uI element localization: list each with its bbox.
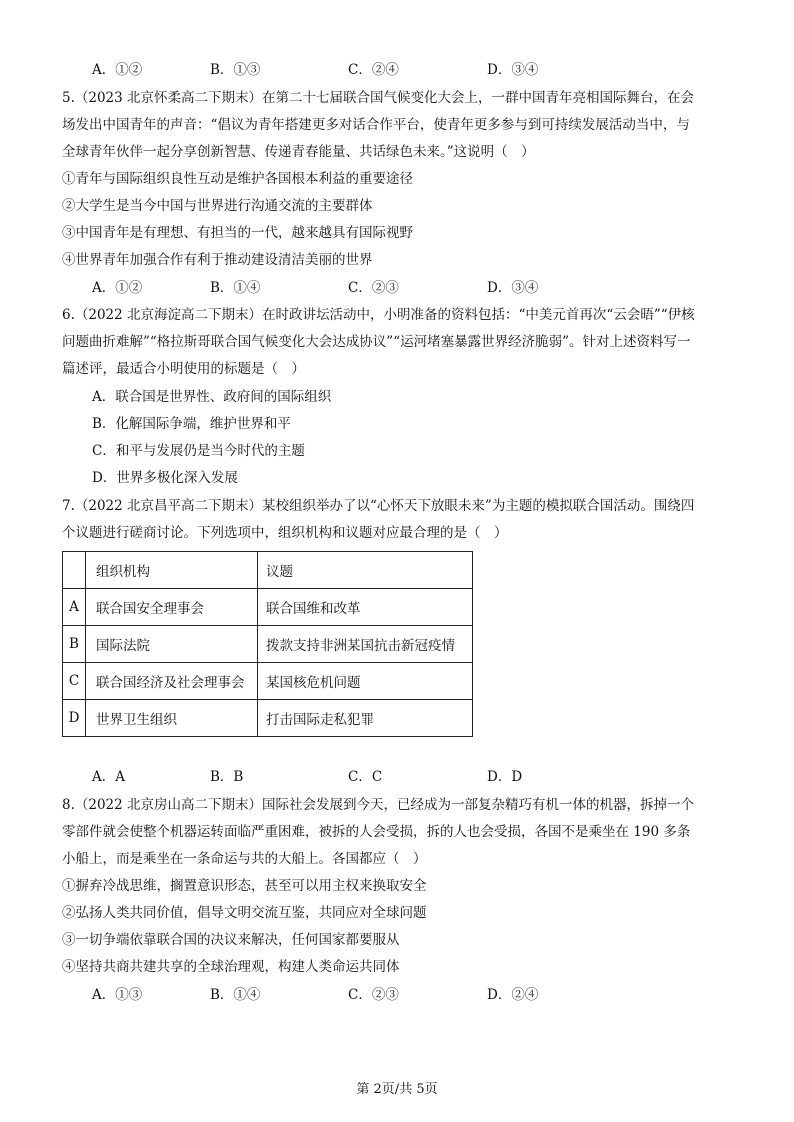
q6-stem-line-1: 6.（2022 北京海淀高二下期末）在时政讲坛活动中，小明准备的资料包括：“中美元首再次“云会晤”“伊核 xyxy=(62,307,695,323)
q7-option-c[interactable]: C．C xyxy=(348,769,383,785)
q7-cell-topic: 打击国际走私犯罪 xyxy=(258,700,473,737)
q7-stem-line-2: 个议题进行磋商讨论。下列选项中，组织机构和议题对应最合理的是（ ） xyxy=(62,525,508,541)
q5-stem-line-1: 5.（2023 北京怀柔高二下期末）在第二十七届联合国气候变化大会上，一群中国青年亮相国际舞台，在会 xyxy=(62,90,695,106)
q8-stem-line-1: 8.（2022 北京房山高二下期末）国际社会发展到今天，已经成为一部复杂精巧有机一体的机器，拆掉一个 xyxy=(62,797,695,813)
table-row xyxy=(63,663,473,700)
q7-cell-label: C xyxy=(63,663,86,700)
q7-stem-line-1: 7.（2022 北京昌平高二下期末）某校组织举办了以“心怀天下放眼未来”为主题的模拟联合国活动。围绕四 xyxy=(62,498,695,514)
q7-header-cell: 议题 xyxy=(258,552,473,589)
q7-cell-label: B xyxy=(63,626,86,663)
q4-option-b[interactable]: B．①③ xyxy=(210,62,261,78)
q5-option-b[interactable]: B．①④ xyxy=(210,280,261,296)
q8-item-1: ①摒弃冷战思维，搁置意识形态，甚至可以用主权来换取安全 xyxy=(62,878,427,894)
q8-item-3: ③一切争端依靠联合国的决议来解决，任何国家都要服从 xyxy=(62,932,400,948)
q7-cell-topic: 拨款支持非洲某国抗击新冠疫情 xyxy=(258,626,473,663)
q5-option-d[interactable]: D．③④ xyxy=(487,280,539,296)
q8-stem-line-3: 小船上，而是乘坐在一条命运与共的大船上。各国都应（ ） xyxy=(62,851,427,867)
q7-cell-organization: 国际法院 xyxy=(86,626,258,663)
q7-header-cell xyxy=(63,552,86,589)
q7-cell-organization: 联合国安全理事会 xyxy=(86,589,258,626)
q6-option-d[interactable]: D．世界多极化深入发展 xyxy=(92,470,238,486)
q7-cell-topic: 某国核危机问题 xyxy=(258,663,473,700)
table-row xyxy=(63,589,473,626)
q7-option-a[interactable]: A．A xyxy=(92,769,125,785)
q6-option-a[interactable]: A．联合国是世界性、政府间的国际组织 xyxy=(92,389,332,405)
q8-option-b[interactable]: B．①④ xyxy=(210,987,261,1003)
q8-stem-line-2: 零部件就会使整个机器运转面临严重困难，被拆的人会受损，拆的人也会受损，各国不是乘坐在 190 多条 xyxy=(62,824,691,840)
q7-cell-topic: 联合国维和改革 xyxy=(258,589,473,626)
q5-option-a[interactable]: A．①② xyxy=(92,280,143,296)
q6-option-c[interactable]: C．和平与发展仍是当今时代的主题 xyxy=(92,443,305,459)
q7-header-cell: 组织机构 xyxy=(86,552,258,589)
q6-stem-line-2: 问题曲折难解”“格拉斯哥联合国气候变化大会达成协议”“运河堵塞暴露世界经济脆弱”。针对上述资料写一 xyxy=(62,334,691,350)
q7-option-d[interactable]: D．D xyxy=(487,769,523,785)
q5-option-c[interactable]: C．②③ xyxy=(348,280,399,296)
page-footer: 第 2页/共 5页 xyxy=(356,1082,438,1097)
q5-stem-line-3: 全球青年伙伴一起分享创新智慧、传递青春能量、共话绿色未来。”这说明（ ） xyxy=(62,144,535,160)
q4-option-c[interactable]: C．②④ xyxy=(348,62,399,78)
q5-item-4: ④世界青年加强合作有利于推动建设清洁美丽的世界 xyxy=(62,252,373,268)
q5-item-3: ③中国青年是有理想、有担当的一代，越来越具有国际视野 xyxy=(62,225,413,241)
q5-stem-line-2: 场发出中国青年的声音：“倡议为青年搭建更多对话合作平台，使青年更多参与到可持续发展活动当中，与 xyxy=(62,117,690,133)
q7-table-header xyxy=(63,552,473,589)
table-row xyxy=(63,626,473,663)
q7-cell-label: A xyxy=(63,589,86,626)
q6-option-b[interactable]: B．化解国际争端，维护世界和平 xyxy=(92,416,291,432)
q7-cell-label: D xyxy=(63,700,86,737)
table-row xyxy=(63,700,473,737)
q5-item-2: ②大学生是当今中国与世界进行沟通交流的主要群体 xyxy=(62,198,373,214)
q8-item-4: ④坚持共商共建共享的全球治理观，构建人类命运共同体 xyxy=(62,959,400,975)
q7-cell-organization: 联合国经济及社会理事会 xyxy=(86,663,258,700)
q6-stem-line-3: 篇述评，最适合小明使用的标题是（ ） xyxy=(62,361,305,377)
q4-option-d[interactable]: D．③④ xyxy=(487,62,539,78)
q8-option-c[interactable]: C．②③ xyxy=(348,987,399,1003)
q5-item-1: ①青年与国际组织良性互动是维护各国根本利益的重要途径 xyxy=(62,171,413,187)
q8-option-a[interactable]: A．①③ xyxy=(92,987,143,1003)
q8-option-d[interactable]: D．②④ xyxy=(487,987,539,1003)
q7-table xyxy=(62,551,473,737)
q7-option-b[interactable]: B．B xyxy=(210,769,244,785)
q4-option-a[interactable]: A．①② xyxy=(92,62,143,78)
q7-cell-organization: 世界卫生组织 xyxy=(86,700,258,737)
q8-item-2: ②弘扬人类共同价值，倡导文明交流互鉴，共同应对全球问题 xyxy=(62,905,427,921)
